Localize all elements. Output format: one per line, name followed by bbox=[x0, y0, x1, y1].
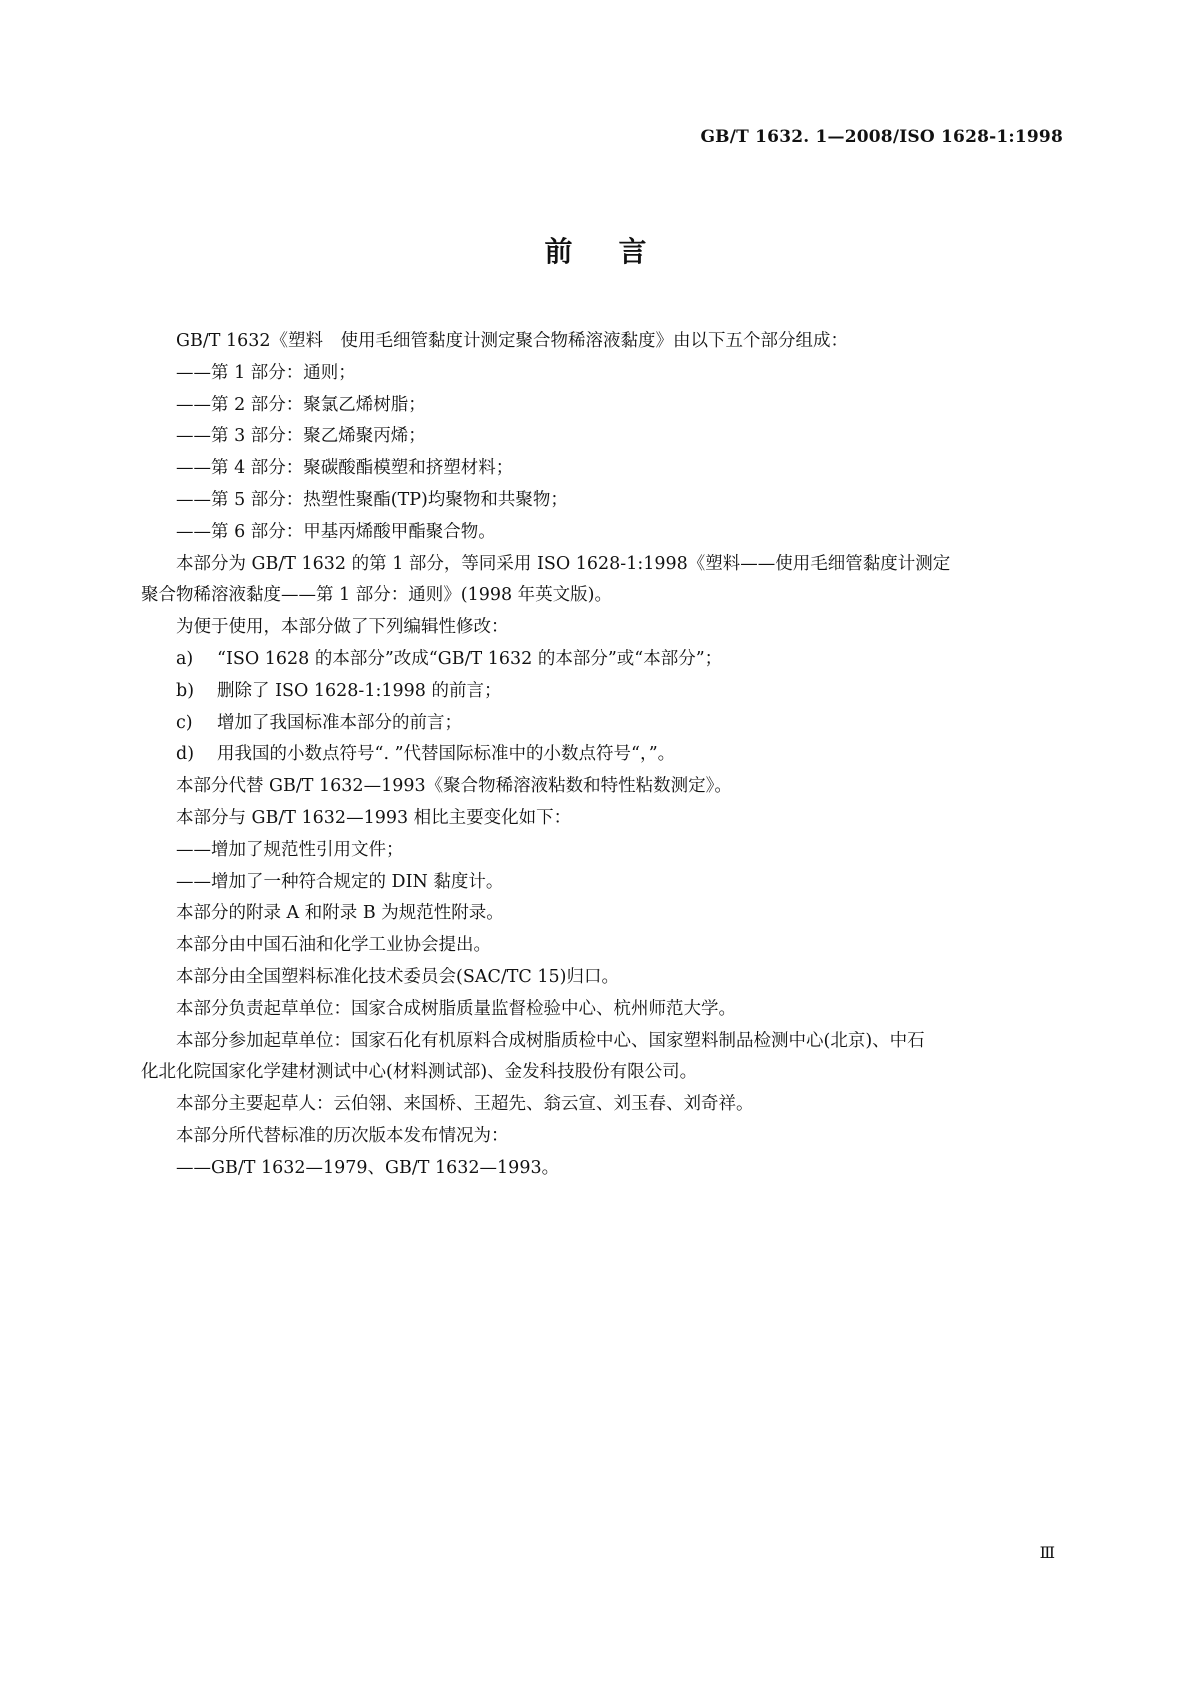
paragraph-annexes: 本部分的附录 A 和附录 B 为规范性附录。 bbox=[176, 903, 504, 924]
list-item-edit-d bbox=[176, 739, 1060, 771]
list-item-edit-c bbox=[176, 708, 1060, 740]
page-title: 前言 bbox=[544, 235, 693, 268]
list-item-change-1: ——增加了规范性引用文件； bbox=[176, 839, 404, 860]
paragraph-changes-intro: 本部分与 GB/T 1632—1993 相比主要变化如下： bbox=[176, 807, 572, 828]
list-item-edit-b bbox=[176, 676, 1060, 708]
list-label: c) bbox=[176, 712, 193, 733]
paragraph-edits-intro: 为便于使用，本部分做了下列编辑性修改： bbox=[176, 617, 509, 638]
paragraph-participating-drafters-line-2: 化北化院国家化学建材测试中心(材料测试部)、金发科技股份有限公司。 bbox=[141, 1062, 698, 1083]
paragraph-replaces: 本部分代替 GB/T 1632—1993《聚合物稀溶液粘数和特性粘数测定》。 bbox=[176, 776, 732, 797]
list-text: 删除了 ISO 1628-1:1998 的前言； bbox=[217, 680, 502, 701]
standard-code-header bbox=[700, 127, 1063, 147]
list-label: d) bbox=[176, 744, 195, 765]
list-item-part-4: ——第 4 部分：聚碳酸酯模塑和挤塑材料； bbox=[176, 458, 514, 479]
list-text: 用我国的小数点符号“. ”代替国际标准中的小数点符号“，”。 bbox=[217, 744, 676, 765]
list-item-edit-a bbox=[176, 644, 1060, 676]
paragraph-responsible-drafters: 本部分负责起草单位：国家合成树脂质量监督检验中心、杭州师范大学。 bbox=[176, 998, 736, 1019]
paragraph-equivalence-line-1: 本部分为 GB/T 1632 的第 1 部分，等同采用 ISO 1628-1:1998《塑料——使用毛细管黏度计测定 bbox=[176, 553, 951, 574]
standard-code-gb: GB/T 1632. 1—2008/ bbox=[700, 127, 900, 147]
list-item-change-2: ——增加了一种符合规定的 DIN 黏度计。 bbox=[176, 871, 504, 892]
page-number: Ⅲ bbox=[1039, 1543, 1055, 1562]
paragraph-equivalence bbox=[141, 549, 1060, 613]
list-item-part-5: ——第 5 部分：热塑性聚酯(TP)均聚物和共聚物； bbox=[176, 489, 568, 510]
list-item-part-3: ——第 3 部分：聚乙烯聚丙烯； bbox=[176, 426, 426, 447]
paragraph-equivalence-line-2: 聚合物稀溶液黏度——第 1 部分：通则》(1998 年英文版)。 bbox=[141, 585, 613, 606]
list-item-part-1: ——第 1 部分：通则； bbox=[176, 362, 356, 383]
list-item-part-6: ——第 6 部分：甲基丙烯酸甲酯聚合物。 bbox=[176, 521, 496, 542]
list-label: a) bbox=[176, 648, 194, 669]
list-item-part-2: ——第 2 部分：聚氯乙烯树脂； bbox=[176, 394, 426, 415]
standard-code-iso: ISO 1628-1:1998 bbox=[899, 127, 1063, 147]
paragraph-previous-editions-intro: 本部分所代替标准的历次版本发布情况为： bbox=[176, 1125, 509, 1146]
paragraph-intro: GB/T 1632《塑料 使用毛细管黏度计测定聚合物稀溶液黏度》由以下五个部分组成： bbox=[176, 331, 849, 351]
paragraph-main-drafters: 本部分主要起草人：云伯翎、来国桥、王超先、翁云宣、刘玉春、刘奇祥。 bbox=[176, 1094, 754, 1115]
list-text: “ISO 1628 的本部分”改成“GB/T 1632 的本部分”或“本部分”； bbox=[217, 648, 723, 669]
paragraph-centralized-by: 本部分由全国塑料标准化技术委员会(SAC/TC 15)归口。 bbox=[176, 966, 619, 987]
list-item-previous-editions: ——GB/T 1632—1979、GB/T 1632—1993。 bbox=[176, 1157, 560, 1178]
paragraph-participating-drafters-line-1: 本部分参加起草单位：国家石化有机原料合成树脂质检中心、国家塑料制品检测中心(北京)、中石 bbox=[176, 1030, 925, 1051]
document-body bbox=[141, 326, 1060, 1185]
paragraph-proposed-by: 本部分由中国石油和化学工业协会提出。 bbox=[176, 935, 491, 956]
list-label: b) bbox=[176, 680, 195, 701]
paragraph-participating-drafters bbox=[141, 1026, 1060, 1090]
list-text: 增加了我国标准本部分的前言； bbox=[217, 712, 462, 733]
